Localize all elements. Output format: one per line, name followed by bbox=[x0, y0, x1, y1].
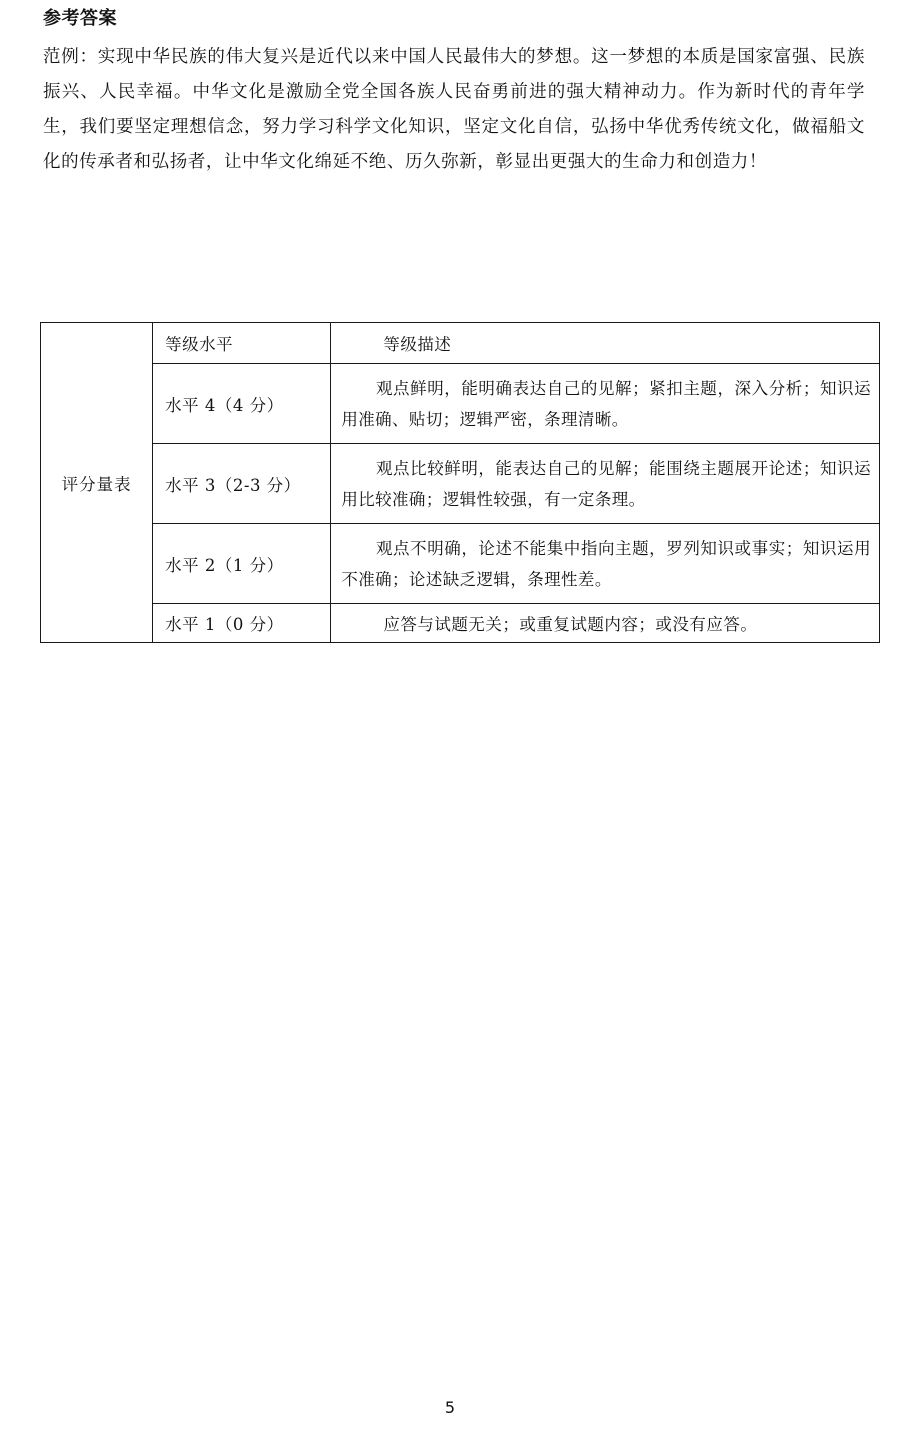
section-heading: 参考答案 bbox=[43, 8, 117, 29]
rubric-description-cell: 观点比较鲜明，能表达自己的见解；能围绕主题展开论述；知识运用比较准确；逻辑性较强，有一定条理。 bbox=[331, 444, 880, 524]
rubric-description-cell: 观点不明确，论述不能集中指向主题，罗列知识或事实；知识运用不准确；论述缺乏逻辑，条理性差。 bbox=[331, 524, 880, 604]
model-answer-paragraph: 范例：实现中华民族的伟大复兴是近代以来中国人民最伟大的梦想。这一梦想的本质是国家富强、民族振兴、人民幸福。中华文化是激励全党全国各族人民奋勇前进的强大精神动力。作为新时代的青年学生，我们要坚定理想信念，努力学习科学文化知识，坚定文化自信，弘扬中华优秀传统文化，做福船文化的传承者和弘扬者，让中华文化绵延不绝、历久弥新，彰显出更强大的生命力和创造力！ bbox=[43, 47, 865, 172]
rubric-level-cell: 水平 2（1 分） bbox=[153, 524, 331, 604]
rubric-level-cell: 水平 3（2-3 分） bbox=[153, 444, 331, 524]
rubric-title-cell: 评分量表 bbox=[41, 323, 153, 643]
rubric-row bbox=[41, 364, 880, 444]
rubric-row bbox=[41, 524, 880, 604]
rubric-header-level: 等级水平 bbox=[153, 323, 331, 364]
rubric-description-cell: 应答与试题无关；或重复试题内容；或没有应答。 bbox=[331, 604, 880, 643]
rubric-row bbox=[41, 444, 880, 524]
rubric-header-description: 等级描述 bbox=[331, 323, 880, 364]
rubric-row bbox=[41, 604, 880, 643]
rubric-level-cell: 水平 1（0 分） bbox=[153, 604, 331, 643]
scoring-rubric-table bbox=[40, 322, 880, 643]
page-number: 5 bbox=[444, 1398, 456, 1417]
rubric-description-cell: 观点鲜明，能明确表达自己的见解；紧扣主题，深入分析；知识运用准确、贴切；逻辑严密，条理清晰。 bbox=[331, 364, 880, 444]
rubric-level-cell: 水平 4（4 分） bbox=[153, 364, 331, 444]
rubric-header-row bbox=[41, 323, 880, 364]
